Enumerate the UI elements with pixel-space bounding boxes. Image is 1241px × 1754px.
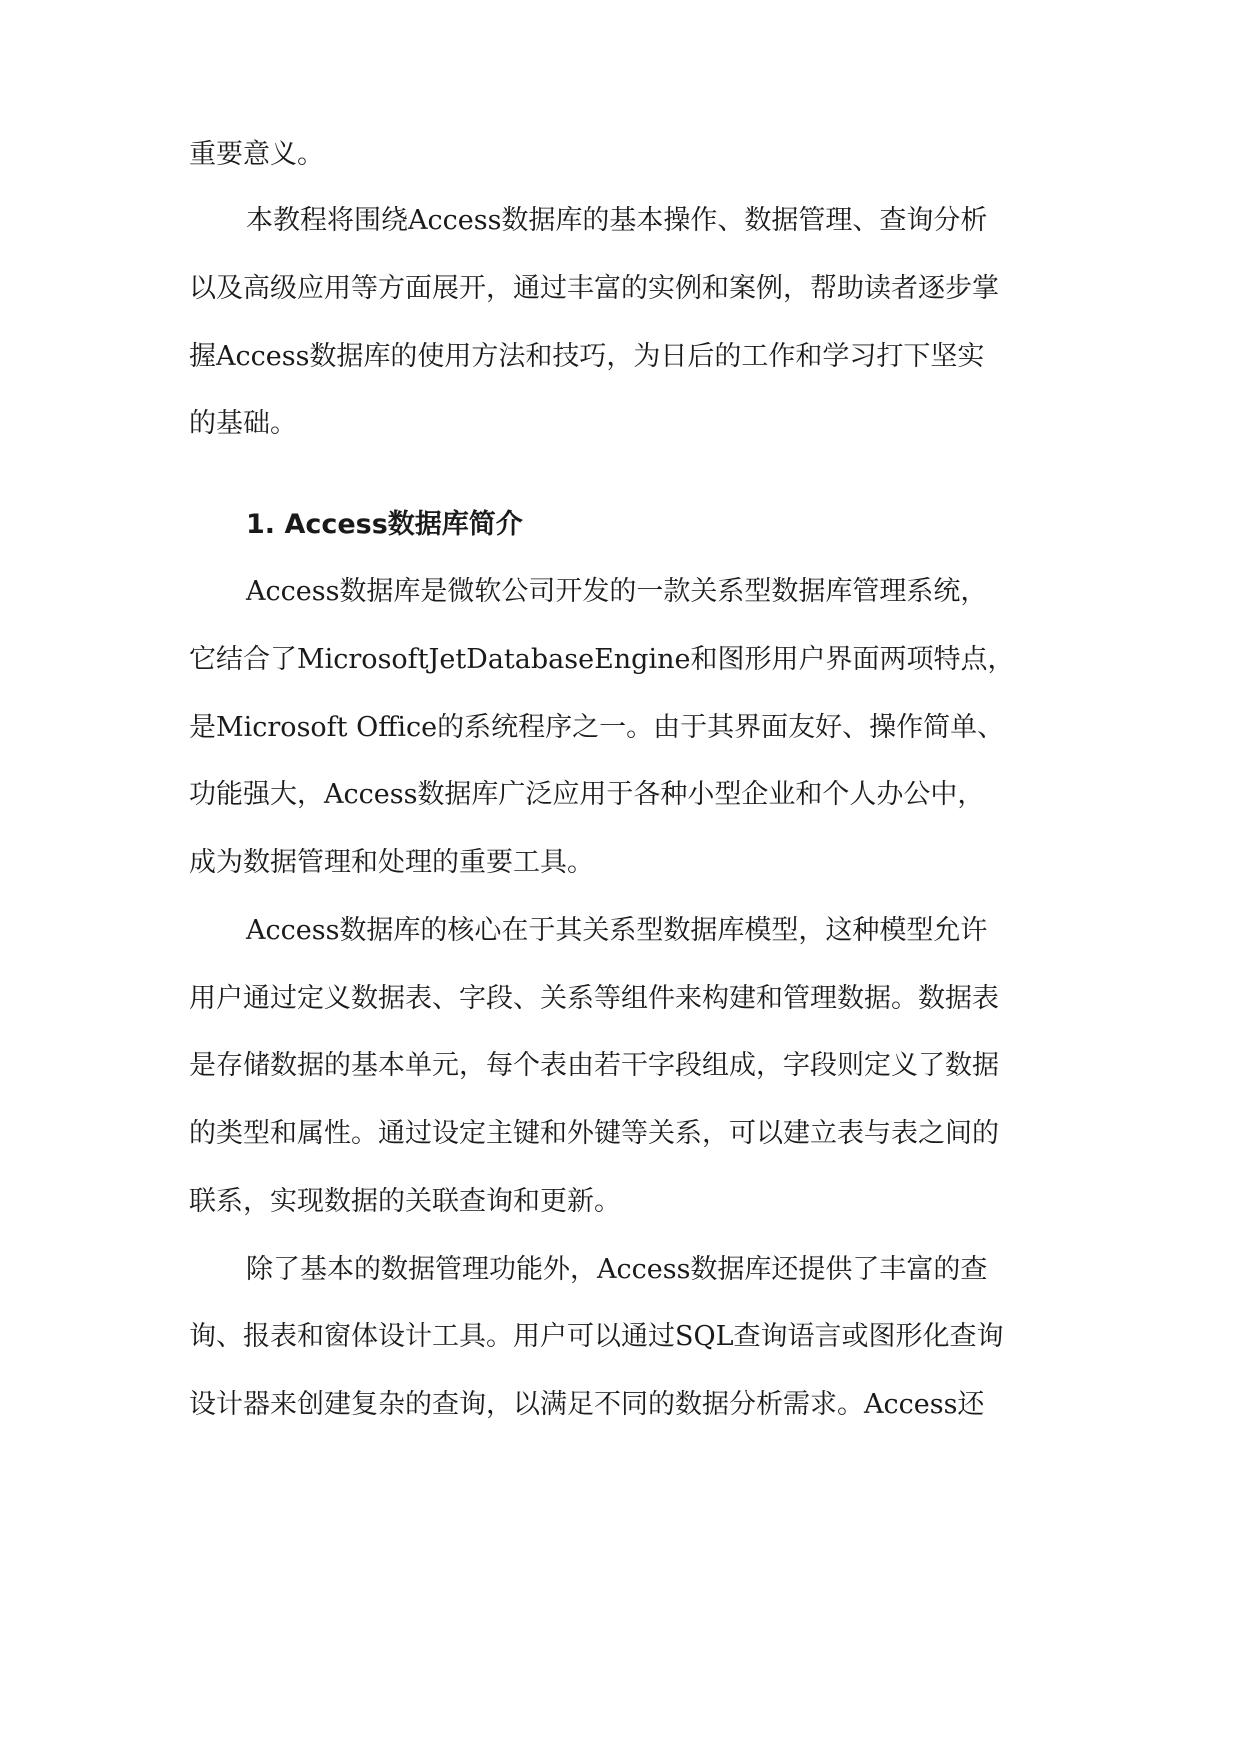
paragraph-line: 用户通过定义数据表、字段、关系等组件来构建和管理数据。数据表 [189, 983, 999, 1014]
paragraph-line: 成为数据管理和处理的重要工具。 [189, 847, 594, 878]
paragraph-line: 本教程将围绕Access数据库的基本操作、数据管理、查询分析 [246, 205, 988, 236]
paragraph-line: 它结合了MicrosoftJetDatabaseEngine和图形用户界面两项特点， [189, 644, 1015, 675]
paragraph-line: 功能强大，Access数据库广泛应用于各种小型企业和个人办公中， [189, 779, 985, 810]
paragraph-line: 的类型和属性。通过设定主键和外键等关系，可以建立表与表之间的 [189, 1118, 999, 1149]
section-heading: 1. Access数据库简介 [246, 509, 523, 540]
paragraph-line: 除了基本的数据管理功能外，Access数据库还提供了丰富的查 [246, 1254, 988, 1285]
paragraph-line: 以及高级应用等方面展开，通过丰富的实例和案例，帮助读者逐步掌 [189, 273, 999, 304]
paragraph-line: 握Access数据库的使用方法和技巧，为日后的工作和学习打下坚实 [189, 341, 985, 372]
paragraph-line: Access数据库的核心在于其关系型数据库模型，这种模型允许 [246, 915, 988, 946]
paragraph-line: 联系，实现数据的关联查询和更新。 [189, 1186, 621, 1217]
paragraph-line: 的基础。 [189, 408, 297, 439]
paragraph-line: 是存储数据的基本单元，每个表由若干字段组成，字段则定义了数据 [189, 1050, 999, 1081]
paragraph-line: 是Microsoft Office的系统程序之一。由于其界面友好、操作简单、 [189, 712, 1005, 743]
paragraph-line: 询、报表和窗体设计工具。用户可以通过SQL查询语言或图形化查询 [189, 1321, 1004, 1352]
paragraph-line: Access数据库是微软公司开发的一款关系型数据库管理系统， [246, 576, 988, 607]
paragraph-line: 设计器来创建复杂的查询，以满足不同的数据分析需求。Access还 [189, 1389, 985, 1420]
paragraph-line: 重要意义。 [189, 139, 324, 170]
